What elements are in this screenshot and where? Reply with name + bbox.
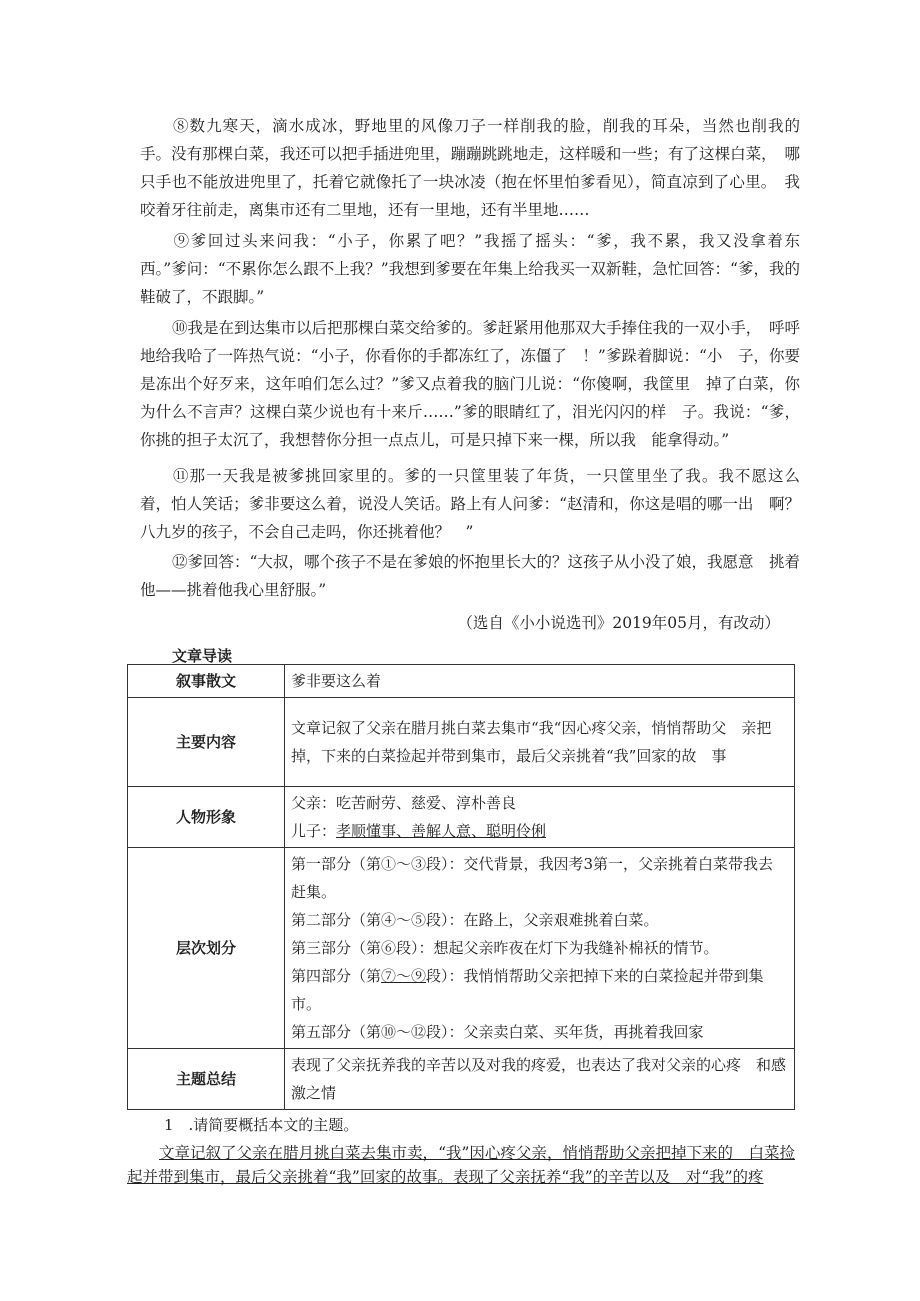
table-title: 文章导读 (172, 647, 233, 665)
theme-value: 表现了父亲抚养我的辛苦以及对我的疼爱，也表达了我对父亲的心疼 和感激之情 (285, 1049, 795, 1110)
table-row (128, 665, 795, 698)
structure-part: 第一部分（第①～③段）：交代背景，我因考3第一，父亲挑着白菜带我去赶集。 (291, 855, 774, 901)
question-1: 1 .请简要概括本文的主题。 (164, 1116, 359, 1134)
structure-part: 第三部分（第⑥段）：想起父亲昨夜在灯下为我缝补棉袄的情节。 (291, 939, 719, 957)
table-row (128, 1049, 795, 1110)
character-label: 人物形象 (128, 787, 285, 848)
table-row (128, 698, 795, 787)
paragraph-9: ⑨爹回过头来问我：“小子，你累了吧？”我摇了摇头：“爹，我不累，我又没拿着东 西。”爹问：“不累你怎么跟不上我？”我想到爹要在年集上给我买一双新鞋，急忙回答：“爹，我的鞋破了，不跟脚。” (140, 232, 816, 306)
structure-part: 第五部分（第⑩～⑫段）：父亲卖白菜、买年货，再挑着我回家 (291, 1023, 704, 1041)
structure-part: 第二部分（第④～⑤段）：在路上，父亲艰难挑着白菜。 (291, 911, 659, 929)
structure-value (285, 848, 795, 1049)
content-value: 文章记叙了父亲在腊月挑白菜去集市“我“因心疼父亲，悄悄帮助父 亲把掉，下来的白菜捡起并带到集市，最后父亲挑着“我”回家的故 事 (285, 698, 795, 787)
character-value (285, 787, 795, 848)
table-row (128, 787, 795, 848)
paragraph-10: ⑩我是在到达集市以后把那棵白菜交给爹的。爹赶紧用他那双大手捧住我的一双小手， 呼呼地给我哈了一阵热气说：“小子，你看你的手都冻红了，冻僵了 ！”爹跺着脚说：“小 子，你要是冻出个好歹来，这年咱们怎么过？”爹又点着我的脑门儿说：“你傻啊，我筐里 掉了白菜，你为什么不言声？这棵白菜少说也有十来斤……”爹的眼睛红了，泪光闪闪的样 子。我说：“爹，你挑的担子太沉了，我想替你分担一点点儿，可是只掉下来一棵，所以我 能拿得动。” (140, 319, 800, 449)
paragraph-12: ⑫爹回答：“大叔，哪个孩子不是在爹娘的怀抱里长大的？这孩子从小没了娘，我愿意 挑着他——挑着他我心里舒服。” (140, 553, 800, 599)
character-father: 父亲：吃苦耐劳、慈爱、淳朴善良 (291, 794, 517, 812)
table-row (128, 848, 795, 1049)
structure-part: 第四部分（第⑦～⑨段）：我悄悄帮助父亲把掉下来的白菜捡起并带到集市。 (291, 967, 764, 1013)
character-son: 儿子：孝顺懂事、善解人意、聪明伶俐 (291, 822, 547, 840)
paragraph-8: ⑧数九寒天，滴水成冰，野地里的风像刀子一样削我的脸，削我的耳朵，当然也削我的 手。没有那棵白菜，我还可以把手插进兜里，蹦蹦跳跳地走，这样暖和一些；有了这棵白菜， 哪只手也不能放进兜里了，托着它就像托了一块冰凌（抱在怀里怕爹看见），简直凉到了心里。 我咬着牙往前走，离集市还有二里地，还有一里地，还有半里地…… (140, 117, 816, 219)
source-citation: （选自《小小说选刊》2019年05月，有改动） (457, 614, 780, 632)
paragraph-11: ⑪那一天我是被爹挑回家里的。爹的一只筐里装了年货，一只筐里坐了我。我不愿这么 着，怕人笑话；爹非要这么着，说没人笑话。路上有人问爹：“赵清和，你这是唱的哪一出 啊？八九岁的孩子，不会自己走吗，你还挑着他？ ” (140, 467, 816, 541)
answer-1: 文章记叙了父亲在腊月挑白菜去集市卖，“我”因心疼父亲，悄悄帮助父亲把掉下来的 白菜捡起并带到集市，最后父亲挑着“我”回家的故事。表现了父亲抚养“我”的辛苦以及 对“我”的疼 (127, 1144, 795, 1186)
character-son-traits: 孝顺懂事、善解人意、聪明伶俐 (336, 822, 547, 840)
reading-guide-table (127, 664, 795, 1110)
structure-label: 层次划分 (128, 848, 285, 1049)
theme-label: 主题总结 (128, 1049, 285, 1110)
content-label: 主要内容 (128, 698, 285, 787)
genre-label: 叙事散文 (128, 665, 285, 698)
genre-value: 爹非要这么着 (285, 665, 795, 698)
